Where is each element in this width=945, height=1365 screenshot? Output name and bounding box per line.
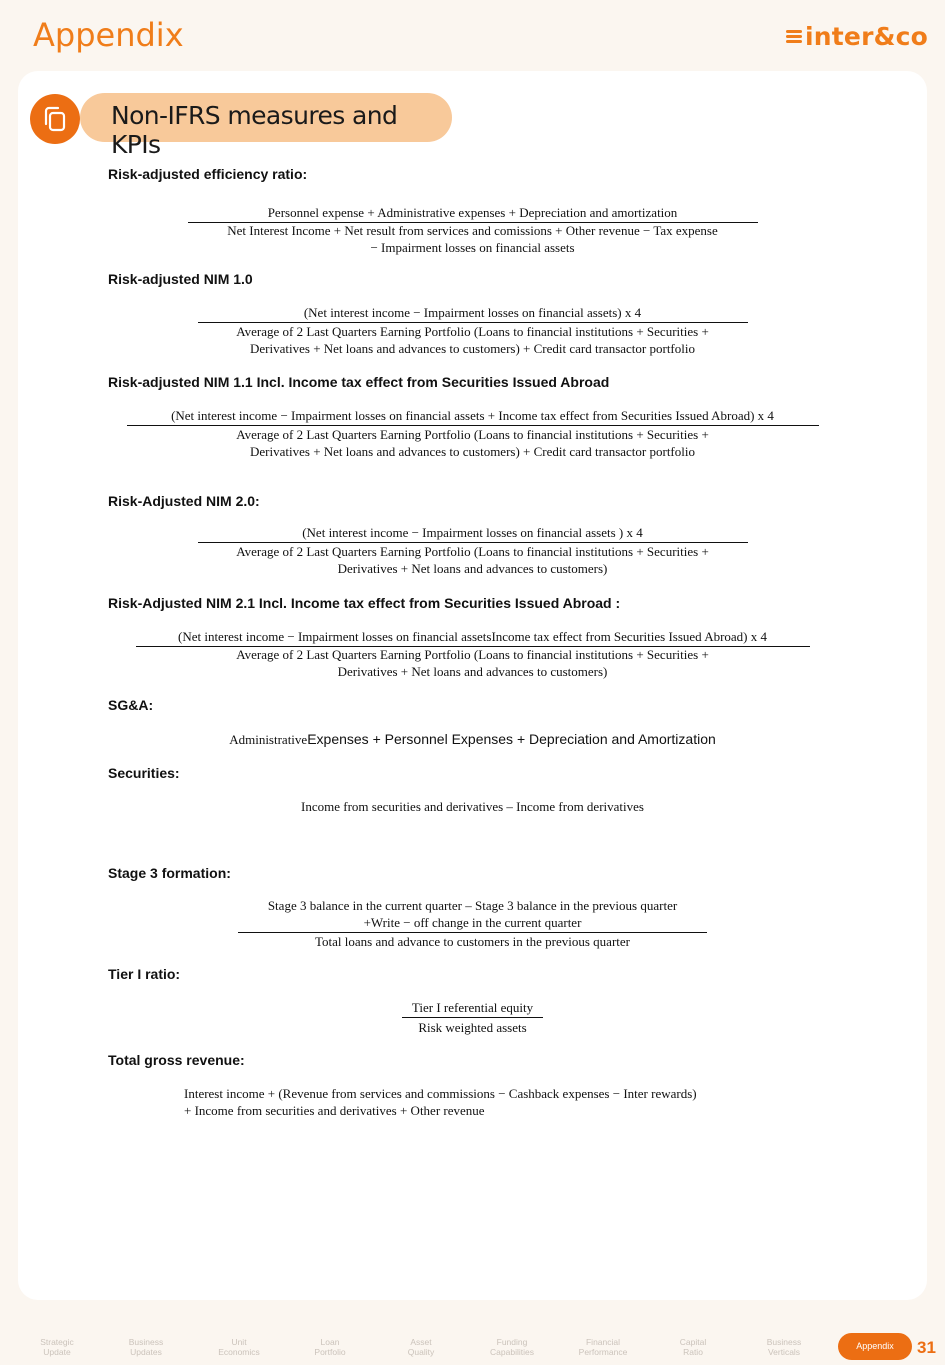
nav-funding-capabilities[interactable]: Funding Capabilities — [490, 1337, 534, 1357]
stage3-numerator-1: Stage 3 balance in the current quarter – Stage 3 balance in the previous quarter — [267, 898, 678, 913]
logo-stripes-icon — [786, 30, 802, 43]
stage3-denominator: Total loans and advance to customers in the previous quarter — [315, 934, 630, 949]
nav-business-updates[interactable]: Business Updates — [128, 1337, 164, 1357]
nim-2-1-denominator-2: Derivatives + Net loans and advances to customers) — [337, 664, 608, 679]
logo-text: inter&co — [805, 22, 928, 51]
stage3-numerator-2: +Write − off change in the current quarter — [0, 914, 945, 933]
nim-2-1-numerator: (Net interest income − Impairment losses on financial assetsIncome tax effect from Securities Issued Abroad) x 4 — [0, 628, 945, 647]
section-header — [80, 93, 452, 159]
nim-1-0-label: Risk-adjusted NIM 1.0 — [108, 271, 253, 287]
gross-revenue-line-2: + Income from securities and derivatives + Other revenue — [184, 1103, 485, 1118]
nim-1-0-numerator: (Net interest income − Impairment losses on financial assets) x 4 — [0, 304, 945, 323]
company-logo — [786, 22, 928, 51]
sga-label: SG&A: — [108, 697, 154, 713]
securities-formula: Income from securities and derivatives – Income from derivatives — [301, 799, 644, 814]
nim-2-0-denominator-1: Average of 2 Last Quarters Earning Portfolio (Loans to financial institutions + Securities + — [236, 544, 709, 559]
risk-efficiency-denominator-2: − Impairment losses on financial assets — [370, 240, 575, 255]
nim-1-0-denominator-2: Derivatives + Net loans and advances to customers) + Credit card transactor portfolio — [250, 341, 695, 356]
nim-1-1-denominator-2: Derivatives + Net loans and advances to customers) + Credit card transactor portfolio — [250, 444, 695, 459]
nim-2-1-denominator-1: Average of 2 Last Quarters Earning Portfolio (Loans to financial institutions + Securities + — [236, 647, 709, 662]
nav-financial-performance[interactable]: Financial Performance — [578, 1337, 628, 1357]
securities-label: Securities: — [108, 765, 180, 781]
risk-efficiency-denominator-1: Net Interest Income + Net result from services and comissions + Other revenue − Tax expense — [227, 223, 718, 238]
gross-revenue-line-1: Interest income + (Revenue from services and commissions − Cashback expenses − Inter rewards) — [184, 1086, 697, 1101]
tier1-numerator: Tier I referential equity — [0, 999, 945, 1018]
nav-appendix[interactable]: Appendix — [838, 1333, 912, 1360]
stage3-label: Stage 3 formation: — [108, 865, 231, 881]
nim-2-0-numerator: (Net interest income − Impairment losses on financial assets ) x 4 — [0, 524, 945, 543]
nav-business-verticals[interactable]: Business Verticals — [766, 1337, 802, 1357]
nim-1-1-label: Risk-adjusted NIM 1.1 Incl. Income tax effect from Securities Issued Abroad — [108, 374, 610, 390]
section-title: Non-IFRS measures and KPIs — [111, 101, 398, 159]
nav-loan-portfolio[interactable]: Loan Portfolio — [314, 1337, 346, 1357]
footer-nav — [0, 1333, 945, 1359]
nim-2-0-label: Risk-Adjusted NIM 2.0: — [108, 493, 260, 509]
nav-unit-economics[interactable]: Unit Economics — [218, 1337, 260, 1357]
nim-1-1-denominator-1: Average of 2 Last Quarters Earning Portfolio (Loans to financial institutions + Securities + — [236, 427, 709, 442]
tier1-label: Tier I ratio: — [108, 966, 181, 982]
nim-2-0-denominator-2: Derivatives + Net loans and advances to customers) — [337, 561, 608, 576]
risk-efficiency-numerator: Personnel expense + Administrative expenses + Depreciation and amortization — [0, 204, 945, 223]
nav-strategic-update[interactable]: Strategic Update — [40, 1337, 74, 1357]
page-number: 31 — [917, 1338, 936, 1357]
nav-capital-ratio[interactable]: Capital Ratio — [679, 1337, 707, 1357]
copy-icon — [30, 94, 80, 144]
nim-1-1-numerator: (Net interest income − Impairment losses on financial assets + Income tax effect from Securities Issued Abroad) x 4 — [0, 407, 945, 426]
sga-prefix: Administrative — [229, 732, 308, 747]
nim-2-1-label: Risk-Adjusted NIM 2.1 Incl. Income tax effect from Securities Issued Abroad : — [108, 595, 621, 611]
page-title: Appendix — [33, 16, 184, 54]
sga-formula-text: Expenses + Personnel Expenses + Depreciation and Amortization — [307, 731, 716, 747]
sga-formula — [0, 731, 945, 748]
nim-1-0-denominator-1: Average of 2 Last Quarters Earning Portfolio (Loans to financial institutions + Securities + — [236, 324, 709, 339]
gross-revenue-label: Total gross revenue: — [108, 1052, 245, 1068]
nav-asset-quality[interactable]: Asset Quality — [407, 1337, 435, 1357]
risk-efficiency-label: Risk-adjusted efficiency ratio: — [108, 166, 308, 182]
tier1-denominator: Risk weighted assets — [418, 1020, 527, 1035]
